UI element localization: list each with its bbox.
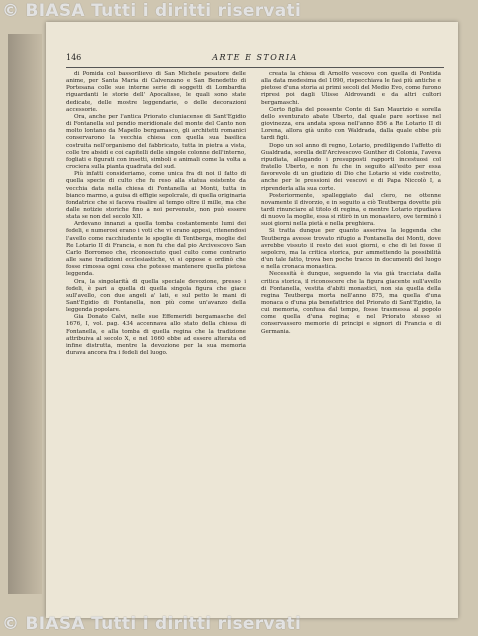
page-number: 146: [66, 53, 82, 62]
paragraph: Dopo un sol anno di regno, Lotario, prediligendo l'affetto di Gualdrada, sorella dell'Arcivescovo Gunther di Colonia, l'aveva ripudiata, allegando i presupposti rapporti incestuosi col fratello Uberto, e non fu che in seguito all'esito per essa favorevole di un giudizio di Dio che Lotario si vide costretto, anche per le pressioni dei vescovi e di Papa Niccolò I, a riprenderla alla sua corte.: [261, 142, 441, 192]
paragraph: Ora, anche per l'antica Priorato cluniacense di Sant'Egidio di Fontanella sul pendio meridionale del monte del Canto non molto lontano da Mapello bergamasco, gli architetti romanici conservarono la vecchia chiesa con quella sua basilica costruita nell'organismo del fabbricato, tutta in pietra a vista, colle tre absidi e coi capitelli delle singole colonne dell'interno, fogliati e figurati con insetti, simboli e animali come la volta a crociera sulla pianta quadrata del sud.: [66, 113, 246, 171]
right-column: [261, 71, 441, 591]
paragraph: Certo figlia del possente Conte di San Maurizio e sorella dello sventurato abate Uberto, dal quale pare sortisse nel giovinezza, era andata sposa nell'anno 856 a Re Lotario II di Lorena, allora già unito con Waldrada, dalla quale ebbe più tardi figli.: [261, 106, 441, 142]
paragraph: Ardevano innanzi a quella tomba costantemente lumi dei fedeli, e numerosi erano i voti che vi erano appesi, ritenendosi l'avello come racchiudente le spoglie di Tentberga, moglie del Re Lotario II di Francia, e non fu che dal pio Arcivescovo San Carlo Borromeo che, riconosciuto quel culto come contrario alle sane tradizioni ecclesiastiche, vi si oppose e ordinò che fosse rimossa ogni cosa che potesse mantenere quella pietosa leggenda.: [66, 221, 246, 278]
running-title: ARTE E STORIA: [212, 53, 298, 62]
paragraph: Si tratta dunque per quanto asseriva la leggenda che Teutberga avesse trovato rifugio a Fontanella dei Monti, dove avrebbe vissuto il resto dei suoi giorni, e che di lei fosse il sepolcro, ma la critica storica, pur ammettendo la possibilità d'un tale fatto, trova ben poche tracce in documenti del luogo e nella cronaca monastica.: [261, 228, 441, 271]
page-header: [66, 53, 444, 65]
paragraph: Necessità è dunque, seguendo la via già tracciata dalla critica storica, il riconoscere che la figura giacente sull'avello di Fontanella, vestita d'abiti monastici, non sia quella della regina Teutberga morta nell'anno 875, ma quella d'una monaca o d'una pia benefattrice del Priorato di Sant'Egidio, la cui memoria, confusa dal tempo, fosse trasmessa al popolo come quella d'una regina; e nel Priorato stesso si conservassero memorie di principi e signori di Francia e di Germania.: [261, 271, 441, 335]
paragraph: Più infatti consideriamo, come unica fra di noi il fatto di quella specie di culto che fu reso alla statua esistente da vecchia data nella chiesa di Fontanella ai Monti, tutta in bianco marmo, a guisa di effigie sepolcrale, di quella originaria fondatrice che si faceva risalire al tempo oltre il mille, ma che dalle notizie storiche fino a noi pervenute, non può essere stata se non del secolo XII.: [66, 171, 246, 221]
watermark-bottom: © BIASA Tutti i diritti riservati: [2, 614, 302, 634]
paragraph: Ora, la singolarità di quella speciale devozione, presso i fedeli, è pari a quella di quella singola figura che giace sull'avello, con due angeli a' lati, e sul petto le mani di Sant'Egidio di Fontanella, non più come un'avanzo della leggenda popolare.: [66, 278, 246, 314]
paragraph: Posteriormente, spalleggiato dal clero, ne ottenne novamente il divorzio, e in seguito a ciò Teutberga dovette più tardi rinunciare al titolo di regina, e mentre Lotario ripudiava di nuovo la moglie, essa si ritirò in un monastero, ove terminò i suoi giorni nella pietà e nella preghiera.: [261, 192, 441, 228]
left-column: [66, 71, 246, 591]
facing-page-edge: [8, 34, 42, 594]
header-rule: [66, 67, 444, 68]
watermark-top: © BIASA Tutti i diritti riservati: [2, 1, 302, 21]
paragraph: creata la chiesa di Arnolfo vescovo con quella di Pontida alla data medesima del 1090, rispecchiava le fasi più antiche e pietose d'una storia ai primi secoli del Medio Evo, come furono ripresi poi dagli Ulisse Aldrovandi e da altri cultori bergamaschi.: [261, 71, 441, 106]
paragraph: Gia Donato Calvi, nelle sue Effemeridi bergamasche del 1676, I, vol. pag. 434 accennava allo stato della chiesa di Fontanella, e alla tomba di quella regina che la tradizione attribuiva al secolo X, e nel 1660 ebbe ad essere alterata ed infine distrutta, mentre la devozione per la sua memoria durava ancora fra i fedeli del luogo.: [66, 314, 246, 357]
paragraph: di Pomida col bassorilievo di San Michele pesatore delle anime, per Santa Maria di Calvenzano e San Benedetto di Portesana colle sue interne serie di soggetti di Lombardia riguardanti le storie dell' Apocalisse, le quali sono state dedicate, delle mostre leggendarie, o delle decorazioni accessorie.: [66, 71, 246, 113]
